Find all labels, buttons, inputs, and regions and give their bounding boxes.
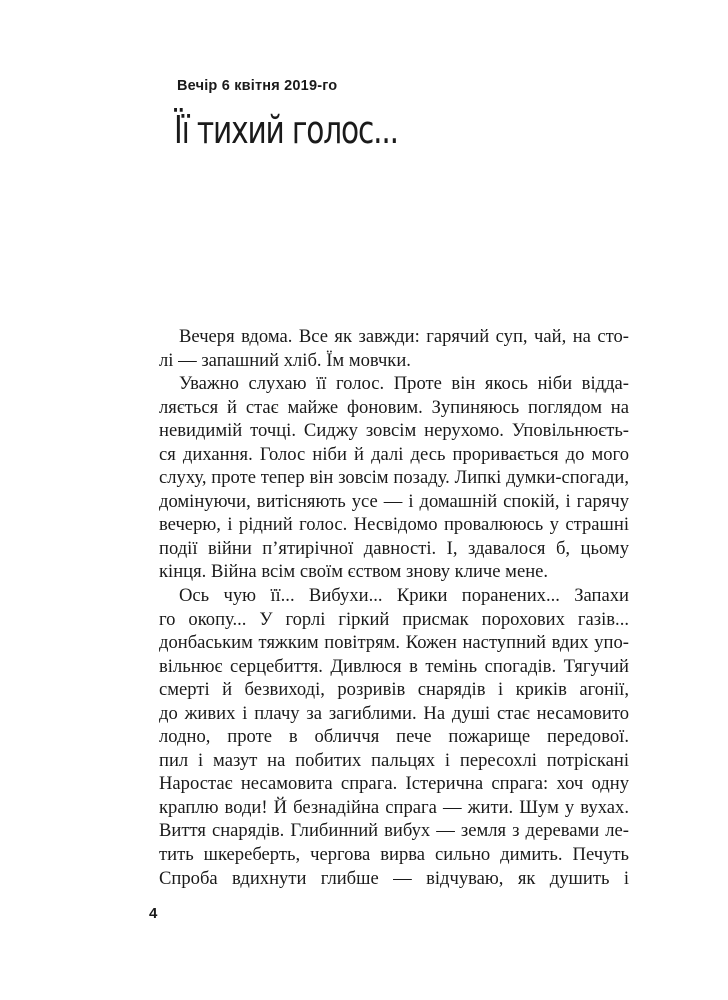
text-line: Ось чую її... Вибухи... Крики поранених... Запахи xyxy=(179,585,629,607)
text-line: Вечеря вдома. Все як завжди: гарячий суп, чай, на сто- xyxy=(179,326,629,347)
text-line: тить шкереберть, чергова вирва сильно димить. Печуть xyxy=(159,844,629,866)
text-line: донбаським тяжким повітрям. Кожен наступний вдих упо- xyxy=(159,632,629,654)
text-line: Спроба вдихнути глибше — відчуваю, як душить і xyxy=(159,867,629,889)
text-line: невидимій точці. Сиджу зовсім нерухомо. Уповільнюєть- xyxy=(159,420,629,442)
text-line: вільнює серцебиття. Дивлюся в темінь спогадів. Тягучий xyxy=(159,655,629,677)
text-line: ся дихання. Голос ніби й далі десь проривається до мого xyxy=(159,443,629,465)
text-line: слуху, проте тепер він зовсім позаду. Липкі думки-спогади, xyxy=(159,467,629,489)
text-line: го окопу... У горлі гіркий присмак порохових газів... xyxy=(159,608,629,630)
text-line: лі — запашний хліб. Їм мовчки. xyxy=(159,349,411,371)
text-line: смерті й безвиході, розривів снарядів і криків агонії, xyxy=(159,679,629,701)
text-line: до живих і плачу за загиблими. На душі стає несамовито xyxy=(159,702,629,724)
body-text xyxy=(159,325,629,890)
page-number: 4 xyxy=(149,905,158,922)
text-line: події війни п’ятирічної давності. І, здавалося б, цьому xyxy=(159,537,629,559)
text-line: Наростає несамовита спрага. Істерична спрага: хоч одну xyxy=(159,773,629,795)
text-line: кінця. Війна всім своїм єством знову кличе мене. xyxy=(159,561,549,583)
text-line: Виття снарядів. Глибинний вибух — земля з деревами ле- xyxy=(159,820,629,842)
text-line: вечерю, і рідний голос. Несвідомо провалююсь у страшні xyxy=(159,514,629,536)
text-line: пил і мазут на побитих пальцях і пересохлі потріскані xyxy=(159,749,629,771)
text-line: краплю води! Й безнадійна спрага — жити. Шум у вухах. xyxy=(159,796,629,818)
text-line: Уважно слухаю її голос. Проте він якось ніби відда- xyxy=(179,373,629,395)
chapter-date-kicker: Вечір 6 квітня 2019-го xyxy=(177,78,338,94)
chapter-title: Її тихий голос... xyxy=(174,108,398,152)
text-line: домінуючи, витісняють усе — і домашній спокій, і гарячу xyxy=(159,490,629,512)
text-line: лодно, проте в обличчя пече пожарище передової. xyxy=(159,726,629,748)
text-line: ляється й стає майже фоновим. Зупиняюсь поглядом на xyxy=(159,396,629,418)
